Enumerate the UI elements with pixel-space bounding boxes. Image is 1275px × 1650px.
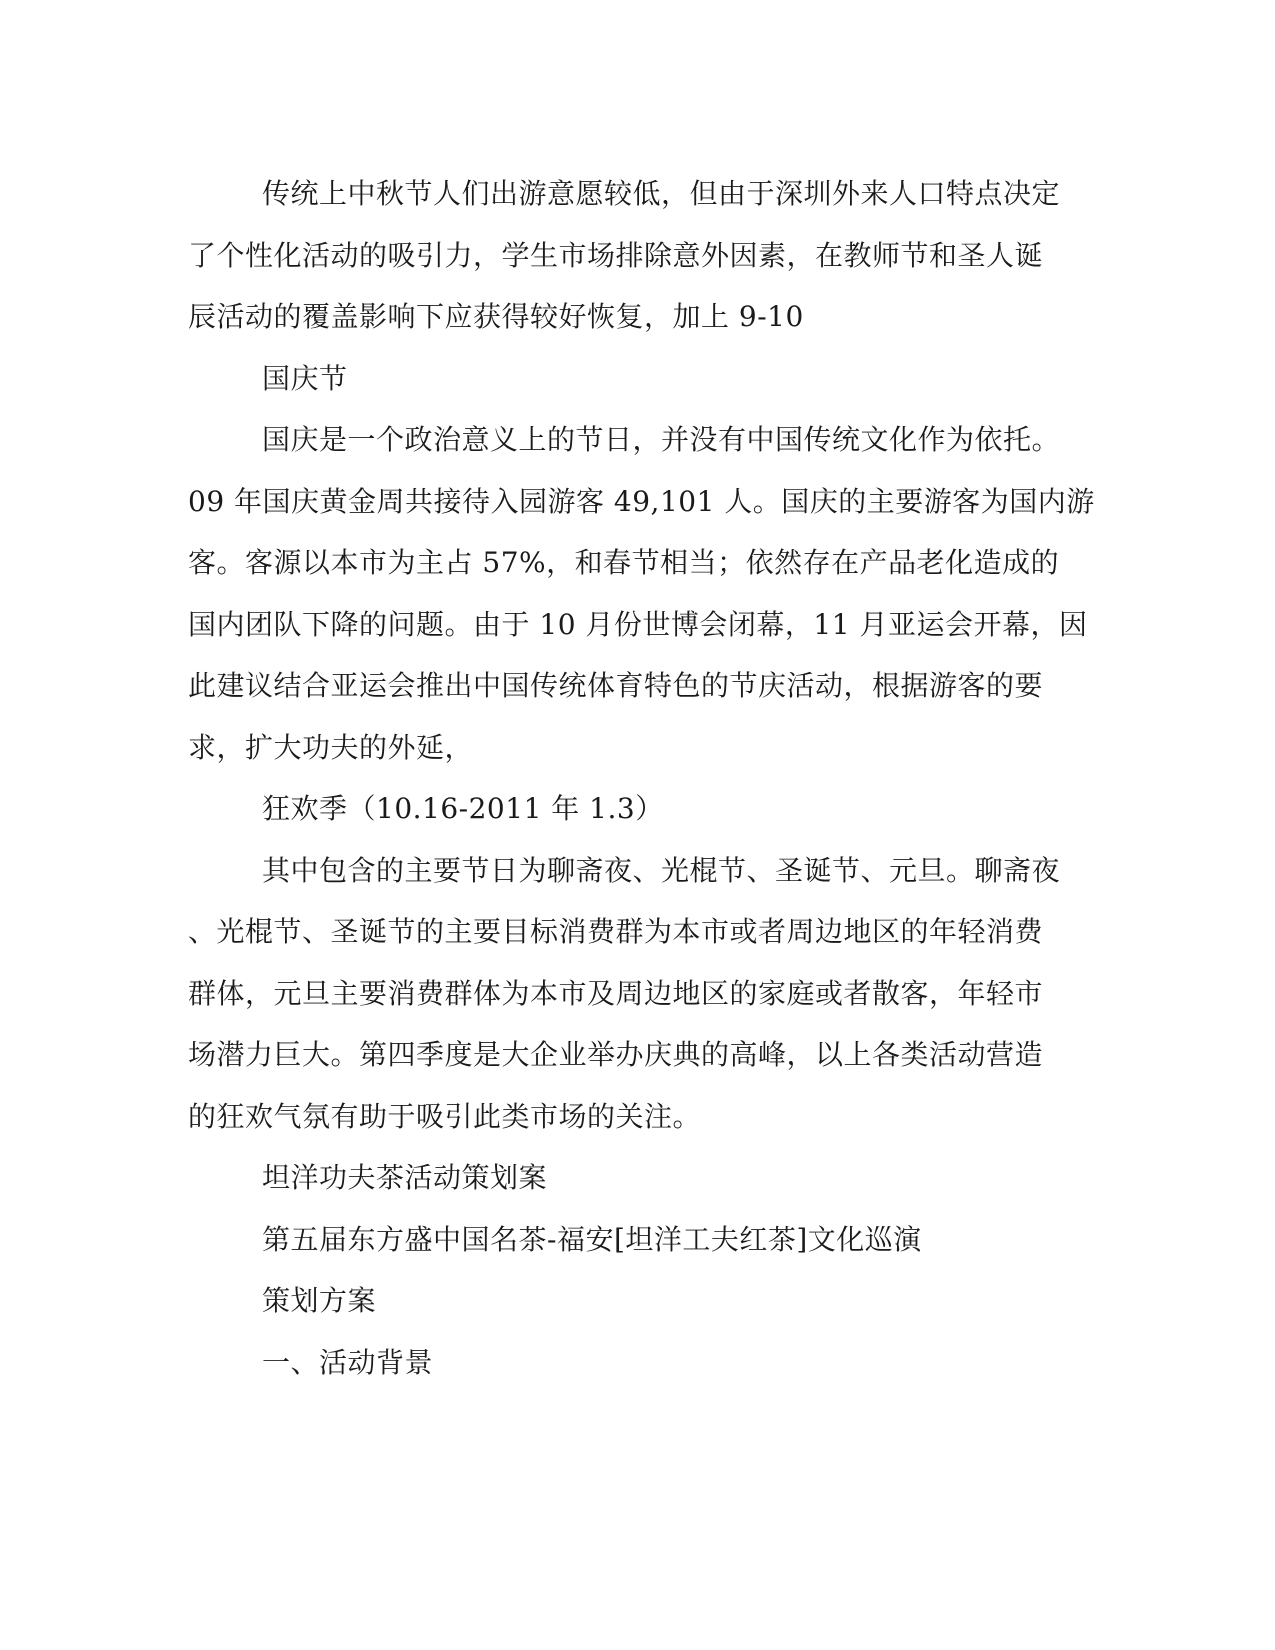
text-line: 场潜力巨大。第四季度是大企业举办庆典的高峰，以上各类活动营造 [188, 1038, 1044, 1071]
text-line: 第五届东方盛中国名茶-福安[坦洋工夫红茶]文化巡演 [262, 1222, 922, 1256]
text-line: 求，扩大功夫的外延， [188, 730, 474, 764]
text-line: 国内团队下降的问题。由于 10 月份世博会闭幕，11 月亚运会开幕，因 [188, 607, 1088, 641]
heading-tea-tour [188, 1209, 1048, 1271]
text-line: 群体，元旦主要消费群体为本市及周边地区的家庭或者散客，年轻市 [188, 976, 1044, 1010]
paragraph-mid-autumn [188, 163, 1061, 348]
paragraph-carnival-season [188, 840, 1061, 1148]
heading-tea-plan [188, 1147, 1048, 1209]
text-line: 的狂欢气氛有助于吸引此类市场的关注。 [188, 1099, 702, 1133]
text-line: 国庆是一个政治意义上的节日，并没有中国传统文化作为依托。 [262, 423, 1061, 456]
heading-plan [188, 1270, 1048, 1332]
text-line: 、光棍节、圣诞节的主要目标消费群为本市或者周边地区的年轻消费 [188, 915, 1044, 948]
heading-national-day [188, 348, 1048, 410]
document-body [188, 163, 1095, 1393]
paragraph-national-day [188, 409, 1095, 778]
text-line: 了个性化活动的吸引力，学生市场排除意外因素，在教师节和圣人诞 [188, 238, 1044, 272]
text-line: 其中包含的主要节日为聊斋夜、光棍节、圣诞节、元旦。聊斋夜 [262, 853, 1061, 887]
text-line: 一、活动背景 [262, 1345, 434, 1379]
text-line: 国庆节 [262, 361, 348, 395]
text-line: 此建议结合亚运会推出中国传统体育特色的节庆活动，根据游客的要 [188, 669, 1044, 702]
heading-background [188, 1332, 1048, 1394]
text-line: 09 年国庆黄金周共接待入园游客 49,101 人。国庆的主要游客为国内游 [188, 484, 1095, 518]
text-line: 辰活动的覆盖影响下应获得较好恢复，加上 9-10 [188, 300, 804, 333]
text-line: 坦洋功夫茶活动策划案 [262, 1161, 548, 1194]
text-line: 传统上中秋节人们出游意愿较低，但由于深圳外来人口特点决定 [262, 177, 1061, 210]
heading-carnival-season [188, 778, 1048, 840]
text-line: 狂欢季（10.16-2011 年 1.3） [262, 792, 664, 825]
text-line: 策划方案 [262, 1284, 377, 1317]
text-line: 客。客源以本市为主占 57%，和春节相当；依然存在产品老化造成的 [188, 546, 1060, 579]
